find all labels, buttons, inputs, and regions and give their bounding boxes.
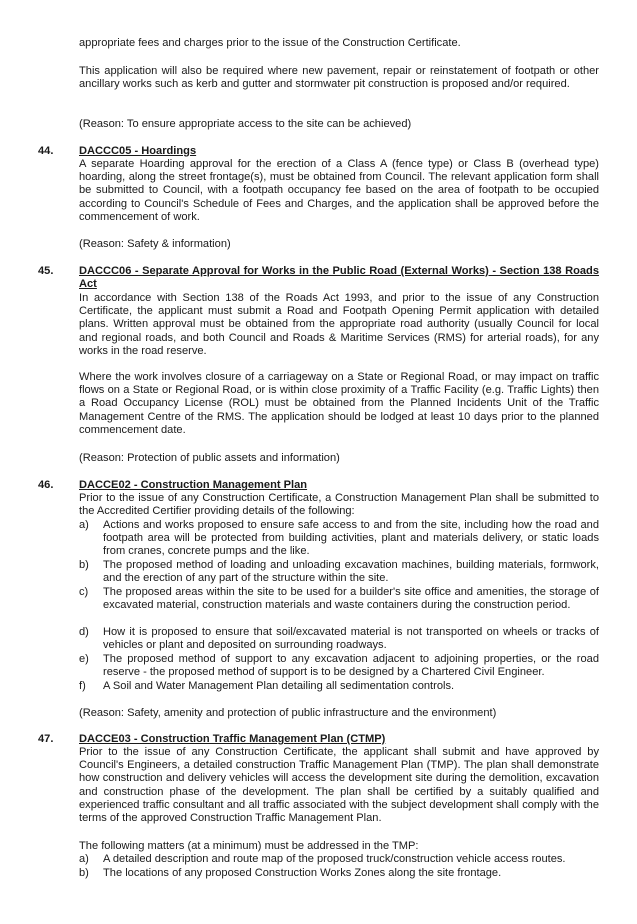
list-text: A Soil and Water Management Plan detailing all sedimentation controls. — [103, 680, 455, 692]
list-item — [79, 519, 599, 559]
list-item — [79, 586, 599, 612]
list-letter: c) — [79, 586, 89, 598]
list-letter: d) — [79, 626, 89, 638]
list-letter: e) — [79, 653, 89, 665]
paragraph: This application will also be required where new pavement, repair or reinstatement of footpath or other ancillary works such as kerb and gutter and stormwater pit construction is proposed and/or required. — [79, 65, 599, 91]
list-item — [79, 680, 599, 693]
list-text: A detailed description and route map of the proposed truck/construction vehicle access routes. — [103, 853, 566, 865]
paragraph: A separate Hoarding approval for the erection of a Class A (fence type) or Class B (overhead type) hoarding, along the street frontage(s), must be obtained from Council. The relevant application form shall be submitted to Council, with a footpath occupancy fee based on the area of footpath to be occupied according to Council's Schedule of Fees and Charges, and the application shall be approved before the commencement of work. — [79, 158, 599, 223]
reason-text: (Reason: Safety, amenity and protection of public infrastructure and the environment) — [79, 707, 497, 719]
paragraph: Prior to the issue of any Construction Certificate, a Construction Management Plan shall be submitted to the Accredited Certifier providing details of the following: — [79, 492, 599, 518]
list-item — [79, 853, 599, 866]
list-letter: b) — [79, 867, 89, 879]
condition-heading: DACCE03 - Construction Traffic Management Plan (CTMP) — [79, 733, 386, 745]
condition-heading: DACCC06 - Separate Approval for Works in the Public Road (External Works) - Section 138 Roads Act — [79, 265, 599, 291]
condition-number: 47. — [38, 733, 54, 745]
paragraph: Prior to the issue of any Construction Certificate, the applicant shall submit and have approved by Council's Engineers, a detailed construction Traffic Management Plan (TMP). The plan shall demonstrate how construction and delivery vehicles will access the development site during the demolition, excavation and construction phase of the development. The plan shall be certified by a suitably qualified and experienced traffic consultant and all traffic associated with the subject development shall comply with the terms of the approved Construction Traffic Management Plan. — [79, 746, 599, 825]
list-item — [79, 626, 599, 652]
paragraph: appropriate fees and charges prior to the issue of the Construction Certificate. — [79, 37, 461, 49]
list-letter: a) — [79, 853, 89, 865]
list-text: How it is proposed to ensure that soil/excavated material is not transported on wheels or tracks of vehicles or plant and deposited on surrounding roadways. — [103, 626, 599, 652]
list-text: The proposed areas within the site to be used for a builder's site office and amenities, the storage of excavated material, construction materials and waste containers during the construction period. — [103, 586, 599, 612]
list-letter: b) — [79, 559, 89, 571]
paragraph: In accordance with Section 138 of the Roads Act 1993, and prior to the issue of any Construction Certificate, the applicant must submit a Road and Footpath Opening Permit application with detailed plans. Written approval must be obtained from the appropriate road authority (usually Council for local and regional roads, and both Council and Roads & Maritime Services (RMS) for arterial roads), for any works in the road reserve. — [79, 292, 599, 357]
condition-heading: DACCC05 - Hoardings — [79, 145, 197, 157]
list-text: The locations of any proposed Construction Works Zones along the site frontage. — [103, 867, 502, 879]
condition-number: 46. — [38, 479, 54, 491]
condition-heading: DACCE02 - Construction Management Plan — [79, 479, 308, 491]
list-item — [79, 653, 599, 679]
paragraph: The following matters (at a minimum) must be addressed in the TMP: — [79, 840, 419, 852]
condition-number: 45. — [38, 265, 54, 277]
list-letter: f) — [79, 680, 86, 692]
list-letter: a) — [79, 519, 89, 531]
list-text: The proposed method of support to any excavation adjacent to adjoining properties, or the road reserve - the proposed method of support is to be designed by a Chartered Civil Engineer. — [103, 653, 599, 679]
reason-text: (Reason: Protection of public assets and information) — [79, 452, 340, 464]
list-item — [79, 867, 599, 880]
paragraph: Where the work involves closure of a carriageway on a State or Regional Road, or may impact on traffic flows on a State or Regional Road, or is within close proximity of a Traffic Facility (e.g. Traffic Lights) then a Road Occupancy License (ROL) must be obtained from the Planned Incidents Unit of the Traffic Management Centre of the RMS. The application should be lodged at least 10 days prior to the planned commencement date. — [79, 371, 599, 436]
reason-text: (Reason: Safety & information) — [79, 238, 231, 250]
list-text: The proposed method of loading and unloading excavation machines, building materials, formwork, and the erection of any part of the structure within the site. — [103, 559, 599, 585]
list-item — [79, 559, 599, 585]
reason-text: (Reason: To ensure appropriate access to the site can be achieved) — [79, 118, 412, 130]
list-text: Actions and works proposed to ensure safe access to and from the site, including how the road and footpath area will be protected from building activities, plant and materials delivery, or static loads from cranes, concrete pumps and the like. — [103, 519, 599, 558]
condition-number: 44. — [38, 145, 54, 157]
